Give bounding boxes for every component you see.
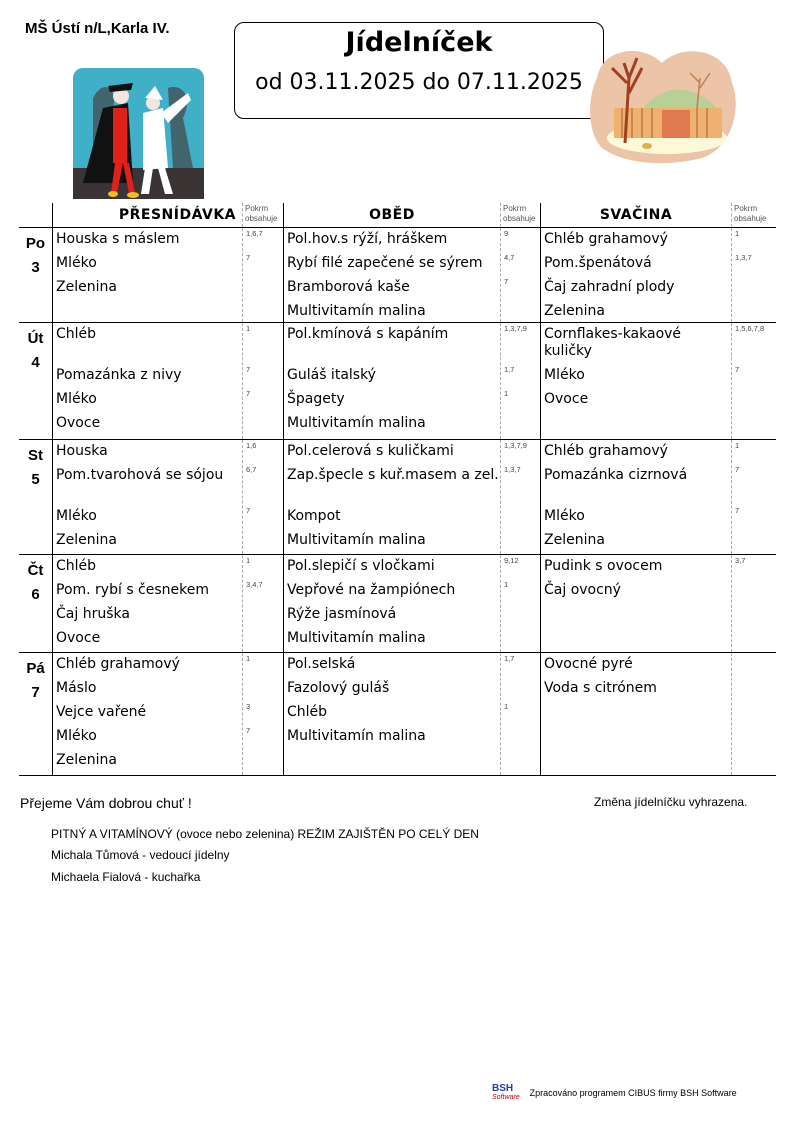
menu-item: Zelenina: [56, 279, 117, 295]
allergen-codes: 1,6: [246, 441, 257, 450]
carnival-illustration: [73, 68, 204, 199]
day-number: 4: [31, 354, 40, 371]
bsh-logo-subtext: Software: [492, 1094, 520, 1101]
lunch-cell: [283, 440, 500, 554]
lunch-allergen-cell: [500, 323, 540, 439]
menu-item: Voda s citrónem: [544, 680, 657, 696]
software-credit: [492, 1084, 737, 1102]
day-abbr: Pá: [26, 660, 45, 677]
allergen-codes: 7: [735, 465, 740, 474]
allergen-codes: [735, 301, 776, 325]
snack-allergen-cell: [731, 555, 776, 652]
allergen-codes: 1,3,7,9: [504, 441, 527, 450]
allergen-codes: [504, 726, 540, 750]
allergen-header-line: Pokrm: [503, 204, 527, 213]
menu-item: Pudink s ovocem: [544, 558, 663, 574]
snack-cell: [540, 323, 731, 439]
allergen-header-line: obsahuje: [734, 214, 767, 223]
snack-allergen-cell: [731, 440, 776, 554]
allergen-codes: 9: [504, 229, 509, 238]
breakfast-allergen-cell: [242, 555, 283, 652]
allergen-codes: 1,7: [504, 654, 515, 663]
allergen-codes: 7: [735, 365, 740, 374]
menu-item: Mléko: [56, 728, 97, 744]
lunch-cell: [283, 555, 500, 652]
breakfast-cell: [52, 323, 242, 439]
menu-item: Zap.špecle s kuř.masem a zel.: [287, 467, 499, 483]
menu-item: Chléb: [56, 326, 97, 342]
breakfast-header: PŘESNÍDÁVKA: [118, 207, 236, 223]
menu-item: Mléko: [56, 255, 97, 271]
lunch-cell: [283, 228, 500, 322]
allergen-codes: [504, 413, 540, 437]
menu-table: [19, 203, 776, 776]
menu-item: Pomazánka z nivy: [56, 367, 182, 383]
change-note: Změna jídelníčku vyhrazena.: [594, 795, 748, 809]
day-label-cell: [19, 440, 52, 554]
menu-item: Mléko: [56, 391, 97, 407]
menu-item: Houska s máslem: [56, 231, 180, 247]
menu-item: Chléb: [287, 704, 328, 720]
menu-item: Pom. rybí s česnekem: [56, 582, 210, 598]
menu-item: Pol.celerová s kuličkami: [287, 443, 454, 459]
menu-item: Čaj hruška: [56, 606, 130, 622]
allergen-codes: [735, 530, 776, 554]
breakfast-header-cell: [52, 203, 242, 227]
breakfast-allergen-cell: [242, 228, 283, 322]
menu-item: Multivitamín malina: [287, 415, 426, 431]
menu-item: Ovocné pyré: [544, 656, 633, 672]
allergen-codes: 1: [504, 580, 509, 589]
day-row: [19, 653, 776, 776]
menu-item: Ovoce: [544, 391, 589, 407]
allergen-codes: 3: [246, 702, 251, 711]
allergen-header-line: Pokrm: [245, 204, 269, 213]
allergen-codes: 1,3,7: [735, 253, 752, 262]
menu-item: Čaj zahradní plody: [544, 279, 675, 295]
allergen-codes: 9,12: [504, 556, 519, 565]
allergen-codes: 6,7: [246, 465, 257, 474]
snack-header: SVAČINA: [599, 207, 673, 223]
lunch-header: OBĚD: [369, 207, 415, 223]
lunch-allergen-cell: [500, 228, 540, 322]
menu-item: Multivitamín malina: [287, 630, 426, 646]
school-name: MŠ Ústí n/L,Karla IV.: [25, 20, 170, 37]
snack-cell: [540, 228, 731, 322]
drinking-regime-note: PITNÝ A VITAMÍNOVÝ (ovoce nebo zelenina) REŽIM ZAJIŠTĚN PO CELÝ DEN: [51, 827, 479, 841]
allergen-codes: 1: [246, 324, 251, 333]
cook-name: Michaela Fialová - kuchařka: [51, 870, 201, 884]
menu-item: Mléko: [544, 367, 585, 383]
breakfast-allergen-header: [242, 203, 283, 227]
breakfast-cell: [52, 228, 242, 322]
allergen-codes: 1: [735, 229, 740, 238]
menu-item: Cornflakes-kakaové kuličky: [544, 326, 682, 359]
allergen-codes: [246, 678, 283, 702]
menu-item: Fazolový guláš: [287, 680, 390, 696]
lunch-allergen-cell: [500, 555, 540, 652]
allergen-codes: 3,4,7: [246, 580, 263, 589]
menu-item: Mléko: [544, 508, 585, 524]
menu-item: Kompot: [287, 508, 341, 524]
allergen-codes: 1,3,7: [504, 465, 521, 474]
allergen-codes: 1: [735, 441, 740, 450]
allergen-header-line: obsahuje: [503, 214, 536, 223]
allergen-codes: [504, 604, 540, 628]
snack-cell: [540, 555, 731, 652]
breakfast-cell: [52, 555, 242, 652]
menu-item: Multivitamín malina: [287, 728, 426, 744]
allergen-codes: 7: [246, 253, 251, 262]
day-number: 3: [31, 259, 40, 276]
allergen-codes: 1,5,6,7,8: [735, 324, 765, 333]
allergen-codes: 1: [246, 556, 251, 565]
allergen-codes: 1,6,7: [246, 229, 263, 238]
menu-item: Pol.hov.s rýží, hráškem: [287, 231, 448, 247]
allergen-header-line: Pokrm: [734, 204, 758, 213]
breakfast-allergen-cell: [242, 653, 283, 775]
snack-allergen-cell: [731, 653, 776, 775]
lunch-allergen-header: [500, 203, 540, 227]
allergen-codes: 7: [246, 389, 251, 398]
breakfast-cell: [52, 440, 242, 554]
allergen-codes: [246, 413, 283, 437]
menu-item: Multivitamín malina: [287, 303, 426, 319]
breakfast-allergen-cell: [242, 440, 283, 554]
day-label-cell: [19, 323, 52, 439]
menu-item: Pom.tvarohová se sójou: [56, 467, 224, 483]
allergen-codes: 1,3,7,9: [504, 324, 527, 333]
allergen-codes: [504, 506, 540, 530]
menu-item: Ovoce: [56, 415, 101, 431]
menu-item: Zelenina: [544, 303, 605, 319]
menu-item: Zelenina: [544, 532, 605, 548]
autumn-garden-illustration: [582, 38, 742, 168]
allergen-codes: [504, 301, 540, 325]
allergen-codes: 7: [504, 277, 509, 286]
menu-item: Zelenina: [56, 532, 117, 548]
allergen-codes: [246, 530, 283, 554]
menu-item: Chléb: [56, 558, 97, 574]
snack-allergen-cell: [731, 323, 776, 439]
date-range: od 03.11.2025 do 07.11.2025: [255, 70, 583, 95]
breakfast-allergen-cell: [242, 323, 283, 439]
allergen-codes: [246, 277, 283, 301]
day-abbr: Po: [25, 235, 46, 252]
allergen-header-line: obsahuje: [245, 214, 278, 223]
day-abbr: Čt: [27, 562, 44, 579]
menu-item: Pom.špenátová: [544, 255, 652, 271]
day-row: [19, 440, 776, 555]
allergen-codes: [735, 277, 776, 301]
menu-item: Vepřové na žampiónech: [287, 582, 456, 598]
software-credit-text: Zpracováno programem CIBUS firmy BSH Software: [529, 1088, 737, 1098]
allergen-codes: 1: [246, 654, 251, 663]
day-row: [19, 323, 776, 440]
menu-item: Rýže jasmínová: [287, 606, 397, 622]
menu-item: Houska: [56, 443, 108, 459]
menu-item: Bramborová kaše: [287, 279, 410, 295]
day-abbr: Út: [27, 330, 44, 347]
allergen-codes: [504, 530, 540, 554]
day-label-cell: [19, 228, 52, 322]
allergen-codes: 1: [504, 702, 509, 711]
menu-item: Čaj ovocný: [544, 582, 621, 598]
allergen-codes: [246, 604, 283, 628]
bsh-logo-text: BSH: [492, 1083, 514, 1094]
day-number: 6: [31, 586, 40, 603]
allergen-codes: 1: [504, 389, 509, 398]
menu-item: Chléb grahamový: [544, 443, 668, 459]
menu-item: Pol.kmínová s kapáním: [287, 326, 449, 342]
menu-item: Pol.slepičí s vločkami: [287, 558, 435, 574]
allergen-codes: [735, 580, 776, 604]
day-label-cell: [19, 555, 52, 652]
allergen-codes: 4,7: [504, 253, 515, 262]
menu-item: Máslo: [56, 680, 97, 696]
day-row: [19, 228, 776, 323]
lunch-cell: [283, 653, 500, 775]
day-label-cell: [19, 653, 52, 775]
day-abbr: St: [28, 447, 43, 464]
lunch-header-cell: [283, 203, 500, 227]
allergen-codes: 7: [246, 726, 251, 735]
menu-item: Vejce vařené: [56, 704, 147, 720]
menu-item: Pol.selská: [287, 656, 356, 672]
menu-item: Špagety: [287, 391, 345, 407]
day-row: [19, 555, 776, 653]
allergen-codes: [246, 628, 283, 652]
menu-item: Chléb grahamový: [56, 656, 180, 672]
allergen-codes: 1,7: [504, 365, 515, 374]
day-rows: [19, 228, 776, 776]
day-number: 7: [31, 684, 40, 701]
manager-name: Michala Tůmová - vedoucí jídelny: [51, 848, 230, 862]
snack-cell: [540, 440, 731, 554]
snack-allergen-cell: [731, 228, 776, 322]
allergen-codes: 7: [246, 506, 251, 515]
menu-item: Pomazánka cizrnová: [544, 467, 688, 483]
snack-header-cell: [540, 203, 731, 227]
allergen-codes: [735, 389, 776, 413]
lunch-allergen-cell: [500, 440, 540, 554]
allergen-codes: 3,7: [735, 556, 746, 565]
menu-item: Mléko: [56, 508, 97, 524]
snack-allergen-header: [731, 203, 776, 227]
lunch-allergen-cell: [500, 653, 540, 775]
allergen-codes: [504, 678, 540, 702]
lunch-cell: [283, 323, 500, 439]
page-title: Jídelníček: [345, 27, 493, 58]
menu-item: Multivitamín malina: [287, 532, 426, 548]
day-header-cell: [19, 203, 52, 227]
menu-item: Ovoce: [56, 630, 101, 646]
wish-text: Přejeme Vám dobrou chuť !: [20, 795, 192, 811]
menu-item: Rybí filé zapečené se sýrem: [287, 255, 483, 271]
menu-item: Guláš italský: [287, 367, 376, 383]
menu-item: Chléb grahamový: [544, 231, 668, 247]
allergen-codes: 7: [246, 365, 251, 374]
bsh-logo-icon: [492, 1084, 520, 1102]
allergen-codes: [735, 678, 776, 702]
allergen-codes: [735, 654, 776, 678]
menu-item: Zelenina: [56, 752, 117, 768]
snack-cell: [540, 653, 731, 775]
allergen-codes: [504, 628, 540, 652]
title-box: [234, 22, 604, 119]
allergen-codes: 7: [735, 506, 740, 515]
table-header-row: [19, 203, 776, 228]
allergen-codes: [246, 750, 283, 774]
breakfast-cell: [52, 653, 242, 775]
day-number: 5: [31, 471, 40, 488]
